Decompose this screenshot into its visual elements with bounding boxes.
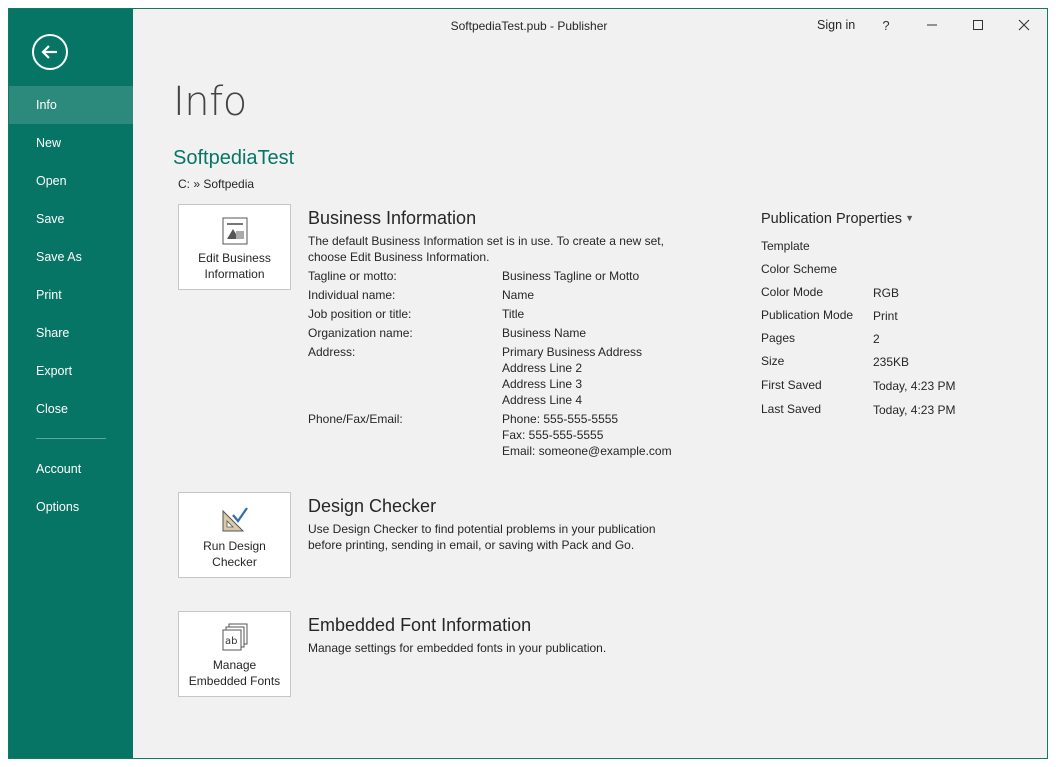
nav-item-share[interactable]: Share <box>36 326 70 340</box>
contact-label: Phone/Fax/Email: <box>308 412 403 426</box>
embedded-font-title: Embedded Font Information <box>308 615 532 635</box>
window-title: SoftpediaTest.pub - Publisher <box>450 19 608 33</box>
nav-separator <box>36 438 106 439</box>
nav-item-save[interactable]: Save <box>36 212 65 226</box>
organization-name-label: Organization name: <box>308 326 413 340</box>
design-checker-icon <box>219 503 251 535</box>
address-line-1: Primary Business Address <box>502 345 643 359</box>
close-icon <box>1018 19 1030 31</box>
business-card-icon <box>219 215 251 247</box>
email-value: Email: someone@example.com <box>502 444 672 458</box>
help-button[interactable]: ? <box>882 17 890 33</box>
minimize-button[interactable] <box>917 13 947 37</box>
prop-size-label: Size <box>761 354 785 368</box>
prop-publication-mode-value: Print <box>873 309 898 323</box>
address-line-3: Address Line 3 <box>502 377 583 391</box>
design-checker-title: Design Checker <box>308 496 437 516</box>
address-label: Address: <box>308 345 356 359</box>
prop-color-scheme-label: Color Scheme <box>761 262 838 276</box>
minimize-icon <box>926 19 938 31</box>
run-design-checker-button[interactable] <box>178 492 291 578</box>
manage-embedded-fonts-label: Manage Embedded Fonts <box>188 658 281 688</box>
prop-first-saved-value: Today, 4:23 PM <box>873 379 956 393</box>
publication-properties-dropdown[interactable] <box>761 211 914 227</box>
design-checker-description: Use Design Checker to find potential problems in your publication before printing, sending in email, or saving with Pack and Go. <box>308 522 656 552</box>
tagline-value: Business Tagline or Motto <box>502 269 640 283</box>
prop-pages-value: 2 <box>873 332 880 346</box>
back-arrow-icon <box>40 42 60 62</box>
run-design-checker-label: Run Design Checker <box>203 539 266 569</box>
publication-properties-title: Publication Properties <box>761 211 903 227</box>
prop-size-value: 235KB <box>873 355 910 369</box>
business-information-description: The default Business Information set is in use. To create a new set, choose Edit Business Information. <box>308 234 664 264</box>
job-title-label: Job position or title: <box>308 307 412 321</box>
manage-embedded-fonts-button[interactable] <box>178 611 291 697</box>
embedded-fonts-icon <box>219 622 251 654</box>
prop-last-saved-value: Today, 4:23 PM <box>873 403 956 417</box>
address-line-4: Address Line 4 <box>502 393 583 407</box>
prop-last-saved-label: Last Saved <box>761 402 822 416</box>
publisher-window <box>8 8 1048 759</box>
fax-value: Fax: 555-555-5555 <box>502 428 604 442</box>
nav-item-export[interactable]: Export <box>36 364 73 378</box>
sign-in-link[interactable]: Sign in <box>817 18 856 32</box>
embedded-font-description: Manage settings for embedded fonts in your publication. <box>308 641 607 655</box>
prop-color-mode-value: RGB <box>873 286 900 300</box>
document-name: SoftpediaTest <box>173 147 295 169</box>
prop-template-label: Template <box>761 239 810 253</box>
nav-item-print[interactable]: Print <box>36 288 62 302</box>
nav-item-info[interactable]: Info <box>9 86 133 124</box>
job-title-value: Title <box>502 307 525 321</box>
nav-item-open[interactable]: Open <box>36 174 67 188</box>
nav-item-save-as[interactable]: Save As <box>36 250 82 264</box>
edit-business-information-label: Edit Business Information <box>198 251 271 281</box>
address-line-2: Address Line 2 <box>502 361 583 375</box>
back-button[interactable] <box>32 34 68 70</box>
edit-business-information-button[interactable] <box>178 204 291 290</box>
business-information-title: Business Information <box>308 208 477 228</box>
backstage-sidebar <box>9 9 133 758</box>
svg-text:ab: ab <box>225 636 238 647</box>
nav-item-close[interactable]: Close <box>36 402 68 416</box>
page-title: Info <box>173 79 247 125</box>
organization-name-value: Business Name <box>502 326 587 340</box>
prop-publication-mode-label: Publication Mode <box>761 308 854 322</box>
maximize-button[interactable] <box>963 13 993 37</box>
nav-item-new[interactable]: New <box>36 136 62 150</box>
nav-item-account[interactable]: Account <box>36 462 82 476</box>
maximize-icon <box>972 19 984 31</box>
individual-name-value: Name <box>502 288 535 302</box>
prop-first-saved-label: First Saved <box>761 378 822 392</box>
individual-name-label: Individual name: <box>308 288 396 302</box>
nav-item-options[interactable]: Options <box>36 500 80 514</box>
tagline-label: Tagline or motto: <box>308 269 397 283</box>
prop-pages-label: Pages <box>761 331 796 345</box>
close-button[interactable] <box>1009 13 1039 37</box>
document-path: C: » Softpedia <box>178 177 255 191</box>
chevron-down-icon: ▼ <box>905 213 914 223</box>
prop-color-mode-label: Color Mode <box>761 285 824 299</box>
phone-value: Phone: 555-555-5555 <box>502 412 619 426</box>
